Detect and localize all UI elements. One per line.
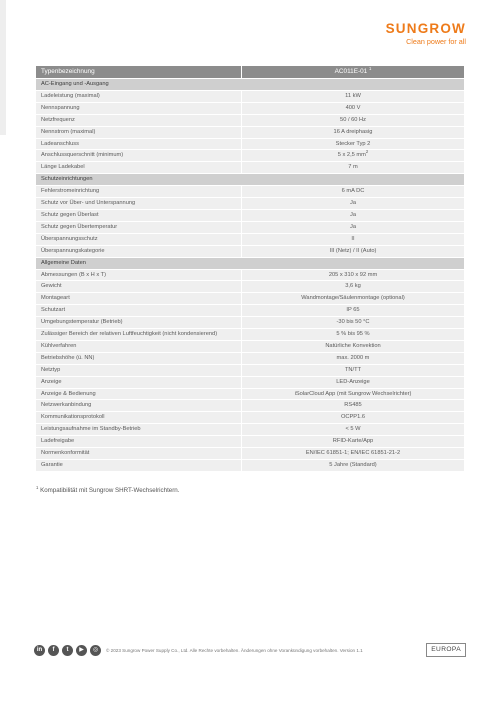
- spec-value: [242, 448, 465, 460]
- spec-table: [36, 66, 464, 472]
- spec-label: Zulässiger Bereich der relativen Luftfeuchtigkeit (nicht kondensierend): [36, 329, 242, 341]
- spec-label: Ladefreigabe: [36, 436, 242, 448]
- spec-label: Garantie: [36, 460, 242, 472]
- spec-label: Schutz gegen Übertemperatur: [36, 221, 242, 233]
- spec-value-text: 50 / 60 Hz: [340, 116, 366, 123]
- spec-value-text: 5 Jahre (Standard): [329, 462, 377, 468]
- spec-value: [242, 305, 465, 317]
- spec-value-text: 5 x 2,5 mm: [337, 152, 366, 159]
- header-label: Typenbezeichnung: [36, 66, 242, 79]
- table-row: [36, 400, 464, 412]
- spec-value: [242, 329, 465, 341]
- spec-value: [242, 90, 465, 102]
- table-row: [36, 126, 464, 138]
- spec-value-text: III (Netz) / II (Auto): [329, 247, 377, 254]
- table-row: [36, 448, 464, 460]
- table-row: [36, 186, 464, 198]
- spec-value: [242, 364, 465, 376]
- table-row: [36, 198, 464, 210]
- spec-value-text: EN/IEC 61851-1; EN/IEC 61851-21-2: [305, 450, 401, 457]
- spec-value-text: Wandmontage/Säulenmontage (optional): [301, 295, 405, 302]
- spec-value-text: Natürliche Konvektion: [325, 342, 381, 349]
- spec-value: [242, 209, 465, 221]
- spec-label: Abmessungen (B x H x T): [36, 269, 242, 281]
- spec-label: Nennspannung: [36, 102, 242, 114]
- spec-value-text: < 5 W: [345, 426, 361, 433]
- table-row: [36, 305, 464, 317]
- table-row: [36, 388, 464, 400]
- spec-value: [242, 269, 465, 281]
- footnote-marker: 1: [36, 485, 39, 490]
- spec-label: Anzeige: [36, 376, 242, 388]
- spec-value-text: 7 m: [348, 164, 358, 171]
- spec-label: Kommunikationsprotokoll: [36, 412, 242, 424]
- table-row: [36, 233, 464, 245]
- spec-label: Kühlverfahren: [36, 340, 242, 352]
- spec-value: [242, 412, 465, 424]
- spec-value-text: OCPP1.6: [340, 414, 366, 421]
- spec-label: Überspannungskategorie: [36, 245, 242, 257]
- table-row: [36, 436, 464, 448]
- spec-label: Anzeige & Bedienung: [36, 388, 242, 400]
- spec-label: Schutz vor Über- und Unterspannung: [36, 198, 242, 210]
- spec-value: [242, 138, 465, 150]
- spec-value-superscript: 2: [365, 149, 369, 155]
- table-row: [36, 340, 464, 352]
- spec-label: Anschlussquerschnitt (minimum): [36, 150, 242, 162]
- spec-label: Leistungsaufnahme im Standby-Betrieb: [36, 424, 242, 436]
- table-row: [36, 245, 464, 257]
- twitter-icon[interactable]: t: [62, 645, 73, 656]
- table-row: [36, 102, 464, 114]
- section-row: [36, 257, 464, 269]
- table-row: [36, 281, 464, 293]
- spec-label: Fehlerstromeinrichtung: [36, 186, 242, 198]
- spec-label: Schutzart: [36, 305, 242, 317]
- model-footnote-marker: 1: [369, 65, 372, 71]
- instagram-icon[interactable]: ◎: [90, 645, 101, 656]
- table-row: [36, 317, 464, 329]
- left-edge-bar: [0, 0, 6, 135]
- spec-value-text: RFID-Karte/App: [332, 438, 374, 445]
- spec-value: [242, 102, 465, 114]
- table-row: [36, 162, 464, 174]
- spec-value: [242, 293, 465, 305]
- spec-value-text: 3,6 kg: [345, 283, 361, 290]
- table-row: [36, 114, 464, 126]
- spec-value: [242, 317, 465, 329]
- section-title: Allgemeine Daten: [36, 257, 464, 269]
- spec-value-text: Ja: [349, 223, 356, 230]
- spec-value: [242, 340, 465, 352]
- table-row: [36, 424, 464, 436]
- spec-value: [242, 424, 465, 436]
- spec-value: [242, 352, 465, 364]
- spec-value: [242, 221, 465, 233]
- social-links: [34, 645, 101, 656]
- table-row: [36, 150, 464, 162]
- spec-value-text: RS485: [344, 402, 362, 409]
- copyright-text: © 2023 Sungrow Power Supply Co., Ltd. Alle Rechte vorbehalten. Änderungen ohne Vorankündigung vorbehalten. Version 1.1: [106, 647, 363, 653]
- spec-label: Netzwerkanbindung: [36, 400, 242, 412]
- region-badge: EUROPA: [426, 643, 466, 657]
- spec-value: [242, 233, 465, 245]
- brand-tagline: Clean power for all: [406, 37, 466, 46]
- table-row: [36, 376, 464, 388]
- spec-value: [242, 198, 465, 210]
- table-row: [36, 209, 464, 221]
- spec-value: [242, 388, 465, 400]
- spec-value: [242, 281, 465, 293]
- header-value: [242, 66, 465, 79]
- spec-value-text: LED-Anzeige: [336, 378, 370, 385]
- spec-value: [242, 460, 465, 472]
- spec-label: Umgebungstemperatur (Betrieb): [36, 317, 242, 329]
- spec-label: Montageart: [36, 293, 242, 305]
- spec-label: Normenkonformität: [36, 448, 242, 460]
- spec-value-text: Stecker Typ 2: [335, 140, 371, 147]
- table-row: [36, 269, 464, 281]
- spec-label: Betriebshöhe (ü. NN): [36, 352, 242, 364]
- spec-value: [242, 162, 465, 174]
- table-row: [36, 329, 464, 341]
- spec-value-text: 16 A dreiphasig: [333, 128, 373, 135]
- footnote: [36, 485, 179, 494]
- model-name: AC011E-01: [334, 68, 368, 75]
- spec-label: Ladeleistung (maximal): [36, 90, 242, 102]
- footnote-text: Kompatibilität mit Sungrow SHRT-Wechselrichtern.: [40, 487, 180, 495]
- spec-value: [242, 400, 465, 412]
- table-header-row: [36, 66, 464, 79]
- spec-value-text: iSolarCloud App (mit Sungrow Wechselrichter): [294, 390, 412, 397]
- spec-label: Netztyp: [36, 364, 242, 376]
- spec-value-text: 11 kW: [345, 92, 361, 99]
- spec-value: [242, 186, 465, 198]
- brand-name: SUNGROW: [385, 21, 466, 36]
- spec-value-text: IP 65: [346, 307, 360, 314]
- spec-value-text: TN/TT: [344, 366, 362, 373]
- table-row: [36, 221, 464, 233]
- section-title: AC-Eingang und -Ausgang: [36, 79, 464, 91]
- spec-value-text: 6 mA DC: [341, 188, 365, 195]
- spec-value-text: -30 bis 50 °C: [336, 319, 370, 326]
- spec-label: Gewicht: [36, 281, 242, 293]
- spec-value-text: 5 % bis 95 %: [336, 331, 370, 338]
- linkedin-icon[interactable]: in: [34, 645, 45, 656]
- table-row: [36, 460, 464, 472]
- spec-value-text: 400 V: [345, 104, 361, 111]
- spec-value-text: max. 2000 m: [336, 354, 370, 361]
- spec-value: [242, 150, 465, 162]
- spec-value-text: Ja: [349, 211, 356, 218]
- spec-value: [242, 114, 465, 126]
- spec-value-text: II: [351, 235, 355, 242]
- spec-label: Schutz gegen Überlast: [36, 209, 242, 221]
- table-row: [36, 352, 464, 364]
- spec-label: Nennstrom (maximal): [36, 126, 242, 138]
- spec-label: Ladeanschluss: [36, 138, 242, 150]
- page-footer: [34, 643, 466, 657]
- spec-value-text: Ja: [349, 200, 356, 207]
- spec-value: [242, 126, 465, 138]
- spec-value: [242, 376, 465, 388]
- spec-label: Länge Ladekabel: [36, 162, 242, 174]
- facebook-icon[interactable]: f: [48, 645, 59, 656]
- spec-label: Überspannungsschutz: [36, 233, 242, 245]
- table-row: [36, 90, 464, 102]
- spec-label: Netzfrequenz: [36, 114, 242, 126]
- table-row: [36, 412, 464, 424]
- section-title: Schutzeinrichtungen: [36, 174, 464, 186]
- sungrow-logo: [386, 22, 466, 46]
- spec-value: [242, 436, 465, 448]
- table-row: [36, 138, 464, 150]
- table-row: [36, 293, 464, 305]
- spec-value-text: 205 x 310 x 92 mm: [328, 271, 378, 278]
- spec-value: [242, 245, 465, 257]
- section-row: [36, 79, 464, 91]
- section-row: [36, 174, 464, 186]
- table-row: [36, 364, 464, 376]
- youtube-icon[interactable]: ▶: [76, 645, 87, 656]
